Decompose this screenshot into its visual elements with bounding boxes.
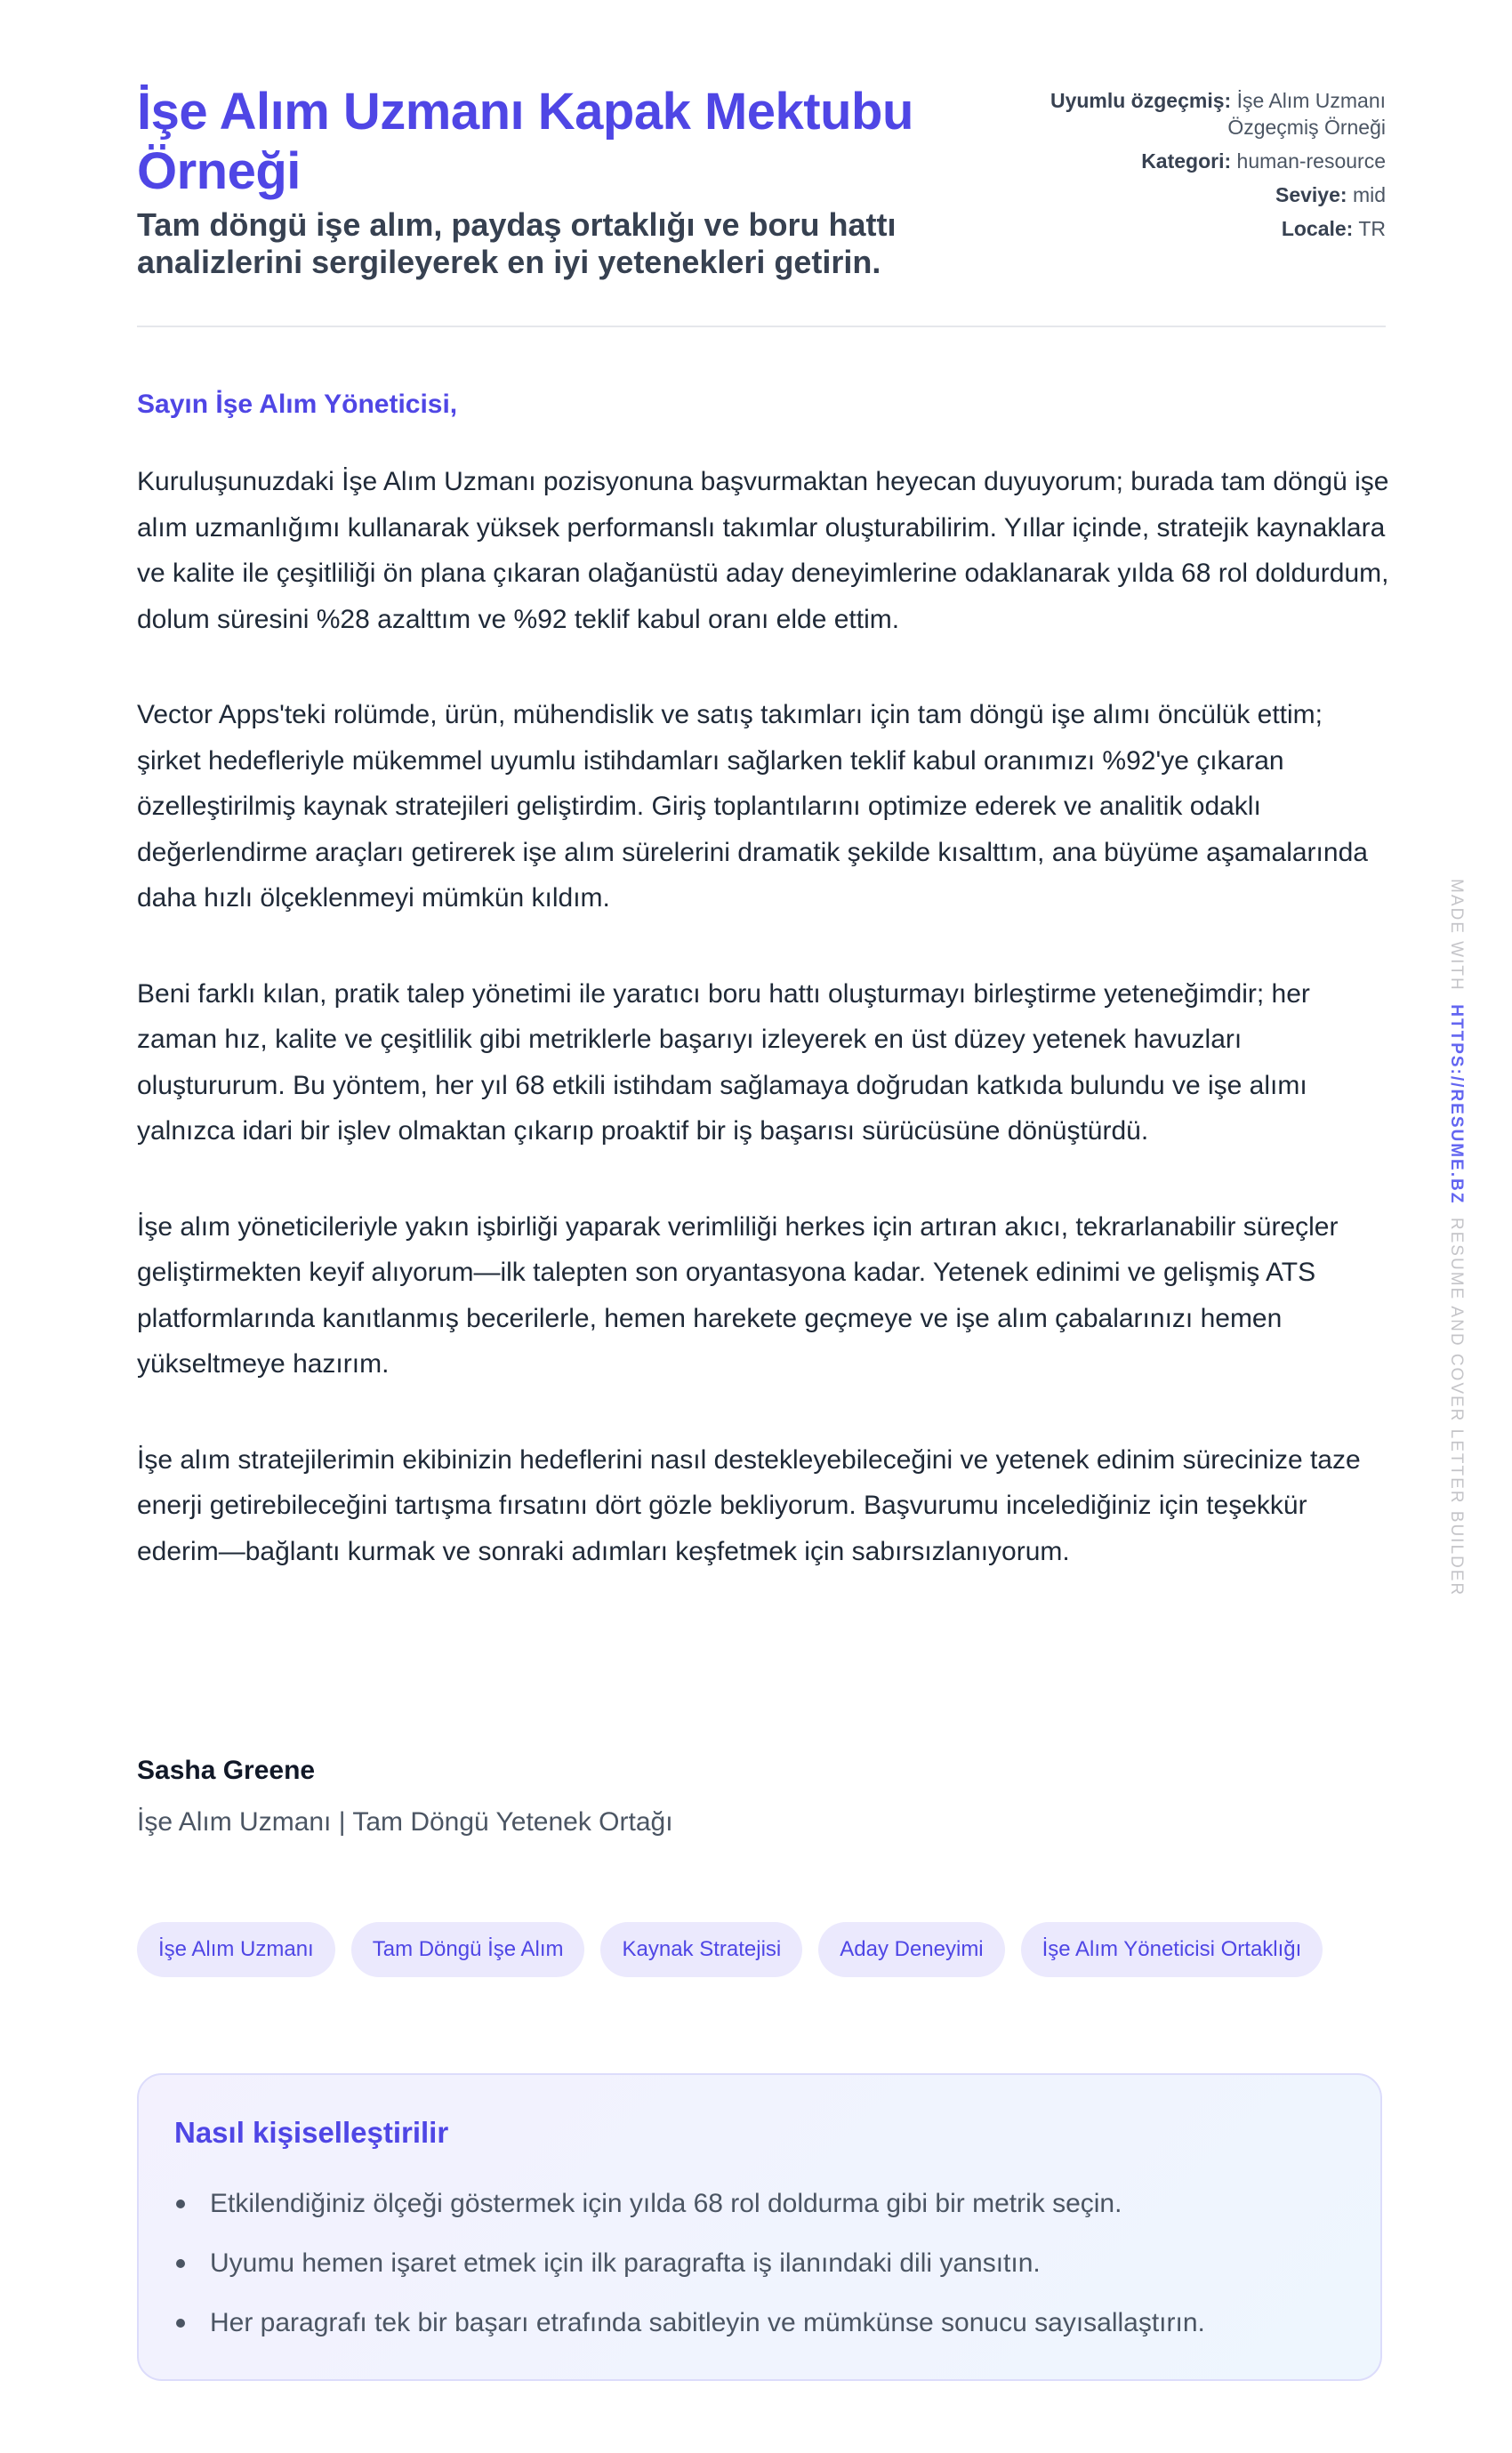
divider <box>137 326 1386 327</box>
meta-level: Seviye: mid <box>1275 183 1386 206</box>
bullet-icon <box>176 2259 185 2268</box>
salutation: Sayın İşe Alım Yöneticisi, <box>137 390 458 419</box>
watermark <box>1448 879 1466 1608</box>
page-title: İşe Alım Uzmanı Kapak Mektubu Örneği <box>137 83 913 200</box>
meta-info <box>1030 87 1386 249</box>
tag: Tam Döngü İşe Alım <box>351 1922 585 1977</box>
paragraph: Vector Apps'teki rolümde, ürün, mühendislik ve satış takımları için tam döngü işe alımı öncülük ettim; şirket hedefleriyle mükemmel uyumlu istihdamları sağlarken teklif kabul oranımızı %92'ye çıkaran özelleştirilmiş kaynak stratejileri geliştirdim. Giriş toplantılarını optimize ederek ve analitik odaklı değerlendirme araçları getirerek işe alım sürelerini dramatik şekilde kısalttım, ana büyüme aşamalarında daha hızlı ölçeklenmeyi mümkün kıldım. <box>137 700 1368 913</box>
tip-item: Her paragrafı tek bir başarı etrafında sabitleyin ve mümkünse sonucu sayısallaştırın. <box>174 2299 1205 2359</box>
letter-body <box>137 459 1391 1624</box>
tip-item: Uyumu hemen işaret etmek için ilk paragrafta iş ilanındaki dili yansıtın. <box>174 2240 1205 2299</box>
tag: İşe Alım Yöneticisi Ortaklığı <box>1021 1922 1323 1977</box>
meta-compatible-resume: Uyumlu özgeçmiş: İşe Alım Uzmanı Özgeçmiş Örneği <box>1050 89 1386 139</box>
tag: Aday Deneyimi <box>818 1922 1004 1977</box>
bullet-icon <box>176 2319 185 2328</box>
tag: İşe Alım Uzmanı <box>137 1922 335 1977</box>
tip-item: Etkilendiğiniz ölçeği göstermek için yılda 68 rol doldurma gibi bir metrik seçin. <box>174 2180 1205 2240</box>
watermark-suffix: RESUME AND COVER LETTER BUILDER <box>1447 1217 1466 1597</box>
tips-list <box>174 2180 1205 2359</box>
meta-category: Kategori: human-resource <box>1141 149 1386 173</box>
paragraph: Beni farklı kılan, pratik talep yönetimi ile yaratıcı boru hattı oluşturmayı birleştirme yeteneğimdir; her zaman hız, kalite ve çeşitlilik gibi metriklerle başarıyı izleyerek en üst düzey yetenek havuzları oluştururum. Bu yöntem, her yıl 68 etkili istihdam sağlamaya doğrudan katkıda bulundu ve işe alımı yalnızca idari bir işlev olmaktan çıkarıp proaktif bir iş başarısı sürücüsüne dönüştürdü. <box>137 978 1310 1146</box>
signature-name: Sasha Greene <box>137 1756 316 1785</box>
paragraph: Kuruluşunuzdaki İşe Alım Uzmanı pozisyonuna başvurmaktan heyecan duyuyorum; burada tam döngü işe alım uzmanlığımı kullanarak yüksek performanslı takımlar oluşturabilirim. Yıllar içinde, stratejik kaynaklara ve kalite ile çeşitliliği ön plana çıkaran olağanüstü aday deneyimlerine odaklanarak yılda 68 rol doldurdum, dolum süresini %28 azalttım ve %92 teklif kabul oranı elde ettim. <box>137 467 1389 634</box>
tag-list <box>137 1922 1323 1977</box>
tips-title: Nasıl kişiselleştirilir <box>174 2116 449 2149</box>
watermark-link[interactable]: HTTPS://RESUME.BZ <box>1447 1004 1466 1205</box>
signature-title: İşe Alım Uzmanı | Tam Döngü Yetenek Ortağı <box>137 1807 673 1837</box>
header <box>137 82 1386 326</box>
page-subtitle: Tam döngü işe alım, paydaş ortaklığı ve boru hattı analizlerini sergileyerek en iyi yetenekleri getirin. <box>137 206 897 280</box>
paragraph: İşe alım stratejilerimin ekibinizin hedeflerini nasıl destekleyebileceğini ve yetenek edinim sürecinize taze enerji getirebileceğini tartışma fırsatını dört gözle bekliyorum. Başvurumu incelediğiniz için teşekkür ederim—bağlantı kurmak ve sonraki adımları keşfetmek için sabırsızlanıyorum. <box>137 1444 1361 1566</box>
paragraph: İşe alım yöneticileriyle yakın işbirliği yaparak verimliliği herkes için artıran akıcı, tekrarlanabilir süreçler geliştirmekten keyif alıyorum—ilk talepten son oryantasyona kadar. Yetenek edinimi ve gelişmiş ATS platformlarında kanıtlanmış becerilerle, hemen harekete geçmeye ve işe alım çabalarınızı hemen yükseltmeye hazırım. <box>137 1211 1339 1379</box>
meta-locale: Locale: TR <box>1281 217 1386 240</box>
watermark-prefix: MADE WITH <box>1447 879 1466 992</box>
bullet-icon <box>176 2200 185 2208</box>
tag: Kaynak Stratejisi <box>600 1922 802 1977</box>
personalization-tips <box>137 2073 1382 2381</box>
